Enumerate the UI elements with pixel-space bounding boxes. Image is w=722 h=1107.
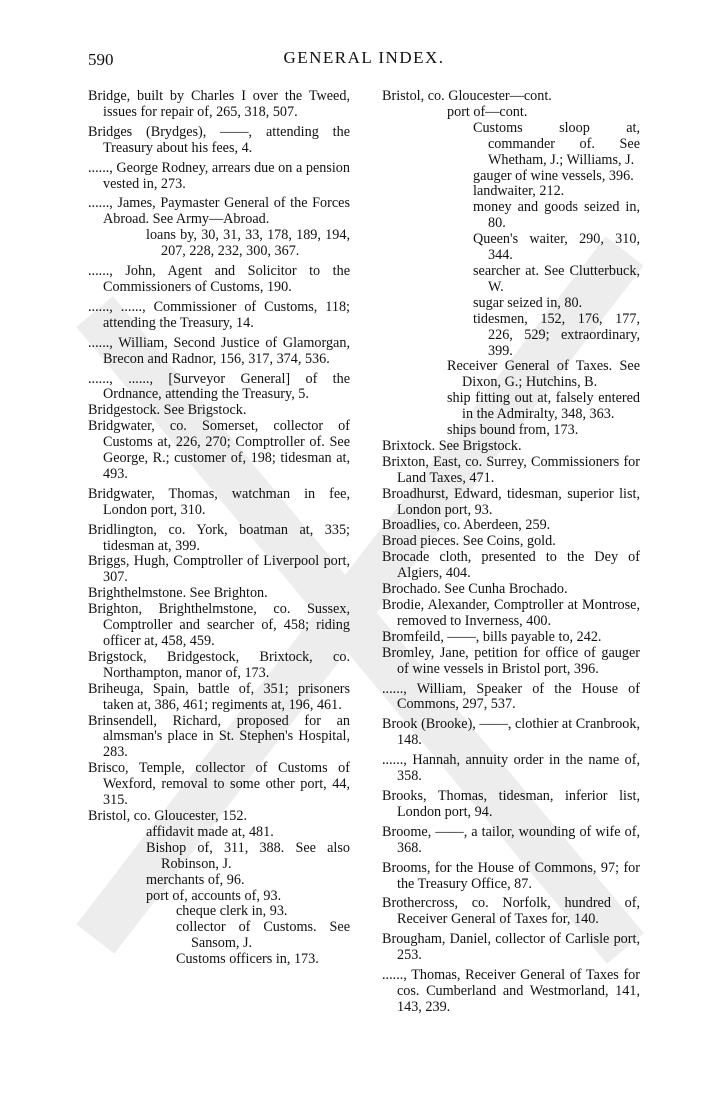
index-entry: ......, ......, Commissioner of Customs, 118; attending the Treasury, 14. bbox=[88, 298, 350, 331]
index-entry: searcher at. See Clutterbuck, W. bbox=[473, 262, 640, 295]
index-entry: Brodie, Alexander, Comptroller at Montrose, removed to Inverness, 400. bbox=[382, 597, 640, 629]
index-entry: port of, accounts of, 93. bbox=[146, 887, 282, 904]
index-entry: Bridlington, co. York, boatman at, 335; tidesman at, 399. bbox=[88, 521, 350, 554]
index-entry: gauger of wine vessels, 396. bbox=[473, 167, 634, 184]
index-entry: collector of Customs. See Sansom, J. bbox=[176, 919, 350, 952]
index-entry: Brougham, Daniel, collector of Carlisle port, 253. bbox=[382, 931, 640, 964]
index-entry: affidavit made at, 481. bbox=[146, 823, 274, 840]
index-entry: Brooks, Thomas, tidesman, inferior list, London port, 94. bbox=[382, 787, 640, 820]
index-entry: Brinsendell, Richard, proposed for an almsman's place in St. Stephen's Hospital, 283. bbox=[88, 712, 350, 761]
index-entry: Broad pieces. See Coins, gold. bbox=[382, 533, 556, 550]
index-entry: money and goods seized in, 80. bbox=[473, 199, 640, 232]
index-entry: Brixtock. See Brigstock. bbox=[382, 437, 522, 454]
index-entry: ship fitting out at, falsely entered in the Admiralty, 348, 363. bbox=[447, 390, 640, 423]
left-column bbox=[88, 89, 350, 968]
index-entry: ......, William, Speaker of the House of Commons, 297, 537. bbox=[382, 680, 640, 713]
index-entry: Bridgwater, Thomas, watchman in fee, London port, 310. bbox=[88, 485, 350, 518]
index-entry: Queen's waiter, 290, 310, 344. bbox=[473, 231, 640, 264]
index-entry: Receiver General of Taxes. See Dixon, G.; Hutchins, B. bbox=[447, 358, 640, 391]
index-entry: Brook (Brooke), ——, clothier at Cranbrook, 148. bbox=[382, 716, 640, 749]
index-entry: Brocade cloth, presented to the Dey of Algiers, 404. bbox=[382, 549, 640, 582]
index-entry: ......, George Rodney, arrears due on a pension vested in, 273. bbox=[88, 159, 350, 192]
index-entry: Bishop of, 311, 388. See also Robinson, J. bbox=[146, 839, 350, 872]
index-entry: Brixton, East, co. Surrey, Commissioners for Land Taxes, 471. bbox=[382, 453, 640, 486]
index-entry: tidesmen, 152, 176, 177, 226, 529; extraordinary, 399. bbox=[473, 310, 640, 359]
index-entry: cheque clerk in, 93. bbox=[176, 903, 288, 920]
index-entry: Brisco, Temple, collector of Customs of Wexford, removal to some other port, 44, 315. bbox=[88, 760, 350, 809]
right-column bbox=[382, 89, 640, 1016]
index-entry: Broome, ——, a tailor, wounding of wife of, 368. bbox=[382, 823, 640, 856]
index-entry: landwaiter, 212. bbox=[473, 183, 565, 200]
running-head: GENERAL INDEX. bbox=[283, 48, 445, 67]
index-entry: ......, Hannah, annuity order in the name of, 358. bbox=[382, 752, 640, 785]
index-entry: Customs officers in, 173. bbox=[176, 951, 319, 968]
index-entry: ......, John, Agent and Solicitor to the Commissioners of Customs, 190. bbox=[88, 263, 350, 295]
index-entry: Bridgwater, co. Somerset, collector of Customs at, 226, 270; Comptroller of. See George, R.; customer of, 198; tidesman at, 493. bbox=[88, 418, 350, 482]
index-entry: Bristol, co. Gloucester, 152. bbox=[88, 807, 248, 824]
index-entry: ......, James, Paymaster General of the Forces Abroad. See Army—Abroad. bbox=[88, 195, 350, 228]
index-entry: Bromley, Jane, petition for office of gauger of wine vessels in Bristol port, 396. bbox=[382, 644, 640, 677]
index-entry: Briheuga, Spain, battle of, 351; prisoners taken at, 386, 461; regiments at, 196, 461. bbox=[88, 680, 350, 713]
index-entry: Bridge, built by Charles I over the Tweed, issues for repair of, 265, 318, 507. bbox=[88, 88, 350, 120]
index-entry: ......, ......, [Surveyor General] of the Ordnance, attending the Treasury, 5. bbox=[88, 370, 350, 403]
index-entry: Broadlies, co. Aberdeen, 259. bbox=[382, 517, 551, 534]
index-entry: merchants of, 96. bbox=[146, 871, 245, 888]
index-entry: Brooms, for the House of Commons, 97; for the Treasury Office, 87. bbox=[382, 859, 640, 892]
index-entry: ships bound from, 173. bbox=[447, 422, 579, 439]
index-entry: ......, Thomas, Receiver General of Taxes for cos. Cumberland and Westmorland, 141, 143, 239. bbox=[382, 967, 640, 1015]
index-entry: ......, William, Second Justice of Glamorgan, Brecon and Radnor, 156, 317, 374, 536. bbox=[88, 334, 350, 367]
right-entry-list bbox=[382, 89, 640, 1016]
index-entry: Bridges (Brydges), ——, attending the Treasury about his fees, 4. bbox=[88, 123, 350, 156]
index-entry: Customs sloop at, commander of. See Whetham, J.; Williams, J. bbox=[473, 119, 640, 168]
index-entry: sugar seized in, 80. bbox=[473, 294, 583, 311]
index-entry: Brothercross, co. Norfolk, hundred of, Receiver General of Taxes for, 140. bbox=[382, 895, 640, 928]
page-number: 590 bbox=[88, 50, 114, 69]
index-entry: Briggs, Hugh, Comptroller of Liverpool port, 307. bbox=[88, 553, 350, 586]
index-entry: loans by, 30, 31, 33, 178, 189, 194, 207, 228, 232, 300, 367. bbox=[146, 227, 350, 260]
index-entry: Brigstock, Bridgestock, Brixtock, co. Northampton, manor of, 173. bbox=[88, 648, 350, 681]
index-entry: port of—cont. bbox=[447, 103, 528, 120]
index-entry: Broadhurst, Edward, tidesman, superior list, London port, 93. bbox=[382, 485, 640, 518]
left-entry-list bbox=[88, 89, 350, 968]
index-entry: Bristol, co. Gloucester—cont. bbox=[382, 88, 552, 104]
index-entry: Brighton, Brighthelmstone, co. Sussex, Comptroller and searcher of, 458; riding officer at, 458, 459. bbox=[88, 601, 350, 649]
index-entry: Bromfeild, ——, bills payable to, 242. bbox=[382, 628, 602, 645]
index-entry: Bridgestock. See Brigstock. bbox=[88, 402, 247, 419]
index-entry: Brighthelmstone. See Brighton. bbox=[88, 585, 268, 602]
index-entry: Brochado. See Cunha Brochado. bbox=[382, 581, 568, 598]
